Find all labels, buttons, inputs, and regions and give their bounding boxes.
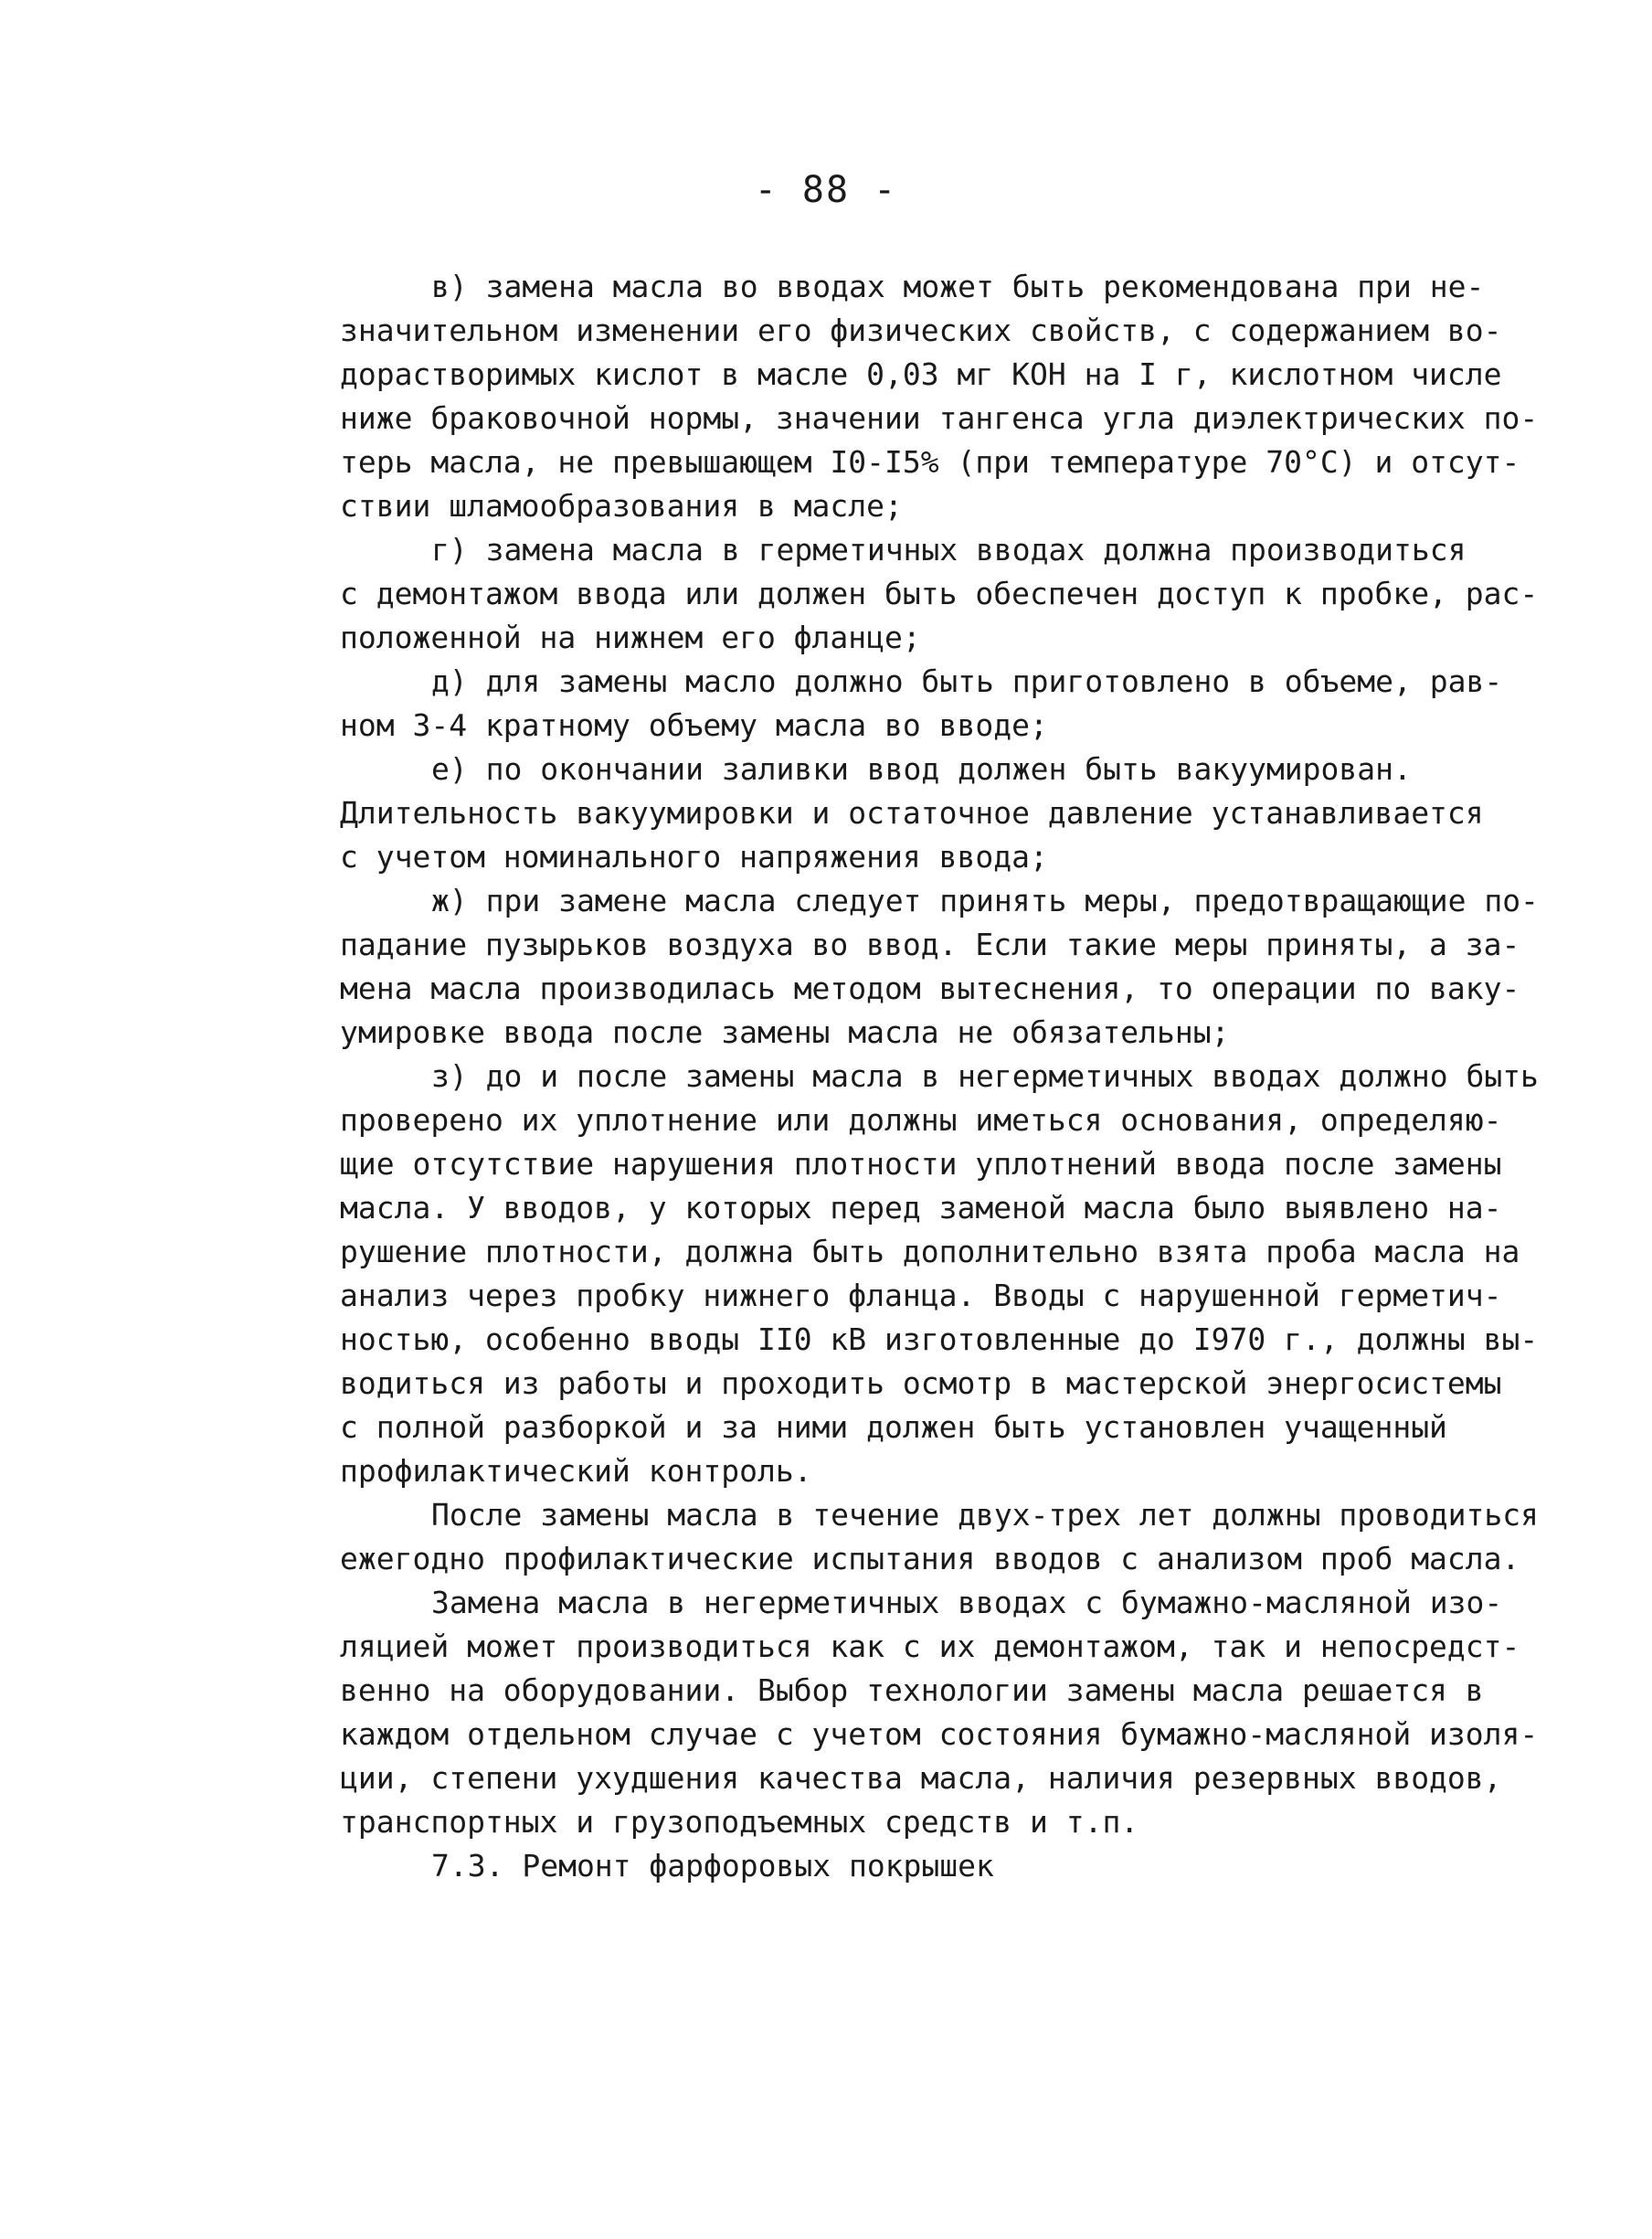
text-line: дорастворимых кислот в масле 0,03 мг КОН на I г, кислотном числе <box>340 356 1502 392</box>
text-line: с учетом номинального напряжения ввода; <box>340 839 1048 875</box>
text-line: масла. У вводов, у которых перед заменой масла было выявлено на- <box>340 1190 1502 1226</box>
text-line: ниже браковочной нормы, значении тангенса угла диэлектрических по- <box>340 400 1539 436</box>
text-line: ж) при замене масла следует принять меры, предотвращающие по- <box>431 883 1539 918</box>
text-line: падание пузырьков воздуха во ввод. Если такие меры приняты, а за- <box>340 927 1520 962</box>
text-line: рушение плотности, должна быть дополнительно взята проба масла на <box>340 1234 1520 1269</box>
text-line: д) для замены масло должно быть приготовлено в объеме, рав- <box>431 663 1503 699</box>
text-line: ляцией может производиться как с их демонтажом, так и непосредст- <box>340 1629 1520 1664</box>
text-line: умировке ввода после замены масла не обязательны; <box>340 1014 1230 1050</box>
text-line: После замены масла в течение двух-трех лет должны проводиться <box>431 1497 1539 1533</box>
text-line: с полной разборкой и за ними должен быть установлен учащенный <box>340 1409 1447 1445</box>
text-line: щие отсутствие нарушения плотности уплотнений ввода после замены <box>340 1146 1502 1182</box>
text-line: проверено их уплотнение или должны иметься основания, определяю- <box>340 1102 1502 1138</box>
text-line: мена масла производилась методом вытеснения, то операции по ваку- <box>340 971 1520 1006</box>
text-line: ции, степени ухудшения качества масла, наличия резервных вводов, <box>340 1760 1502 1796</box>
text-line: г) замена масла в герметичных вводах должна производиться <box>431 532 1467 568</box>
text-line: е) по окончании заливки ввод должен быть вакуумирован. <box>431 751 1412 787</box>
body-text <box>340 265 1546 1888</box>
text-line: значительном изменении его физических свойств, с содержанием во- <box>340 313 1502 348</box>
text-line: положенной на нижнем его фланце; <box>340 620 921 655</box>
text-line: с демонтажом ввода или должен быть обеспечен доступ к пробке, рас- <box>340 576 1539 611</box>
text-line: 7.3. Ремонт фарфоровых покрышек <box>431 1848 994 1884</box>
text-line: ном 3-4 кратному объему масла во вводе; <box>340 707 1048 743</box>
text-line: ствии шламообразования в масле; <box>340 488 903 524</box>
text-line: ежегодно профилактические испытания вводов с анализом проб масла. <box>340 1541 1520 1576</box>
text-line: профилактический контроль. <box>340 1453 812 1489</box>
text-line: каждом отдельном случае с учетом состояния бумажно-масляной изоля- <box>340 1716 1539 1752</box>
text-line: венно на оборудовании. Выбор технологии замены масла решается в <box>340 1672 1484 1708</box>
text-line: анализ через пробку нижнего фланца. Вводы с нарушенной герметич- <box>340 1278 1502 1313</box>
page-number: - 88 - <box>754 169 898 211</box>
text-line: Замена масла в негерметичных вводах с бумажно-масляной изо- <box>431 1585 1503 1620</box>
text-line: з) до и после замены масла в негерметичных вводах должно быть <box>431 1058 1539 1094</box>
text-line: транспортных и грузоподъемных средств и т.п. <box>340 1804 1139 1840</box>
text-line: Длительность вакуумировки и остаточное давление устанавливается <box>340 795 1484 831</box>
text-line: терь масла, не превышающем I0-I5% (при температуре 70°С) и отсут- <box>340 444 1520 480</box>
text-line: водиться из работы и проходить осмотр в мастерской энергосистемы <box>340 1365 1502 1401</box>
text-line: в) замена масла во вводах может быть рекомендована при не- <box>431 269 1485 304</box>
text-line: ностью, особенно вводы II0 кВ изготовленные до I970 г., должны вы- <box>340 1321 1539 1357</box>
